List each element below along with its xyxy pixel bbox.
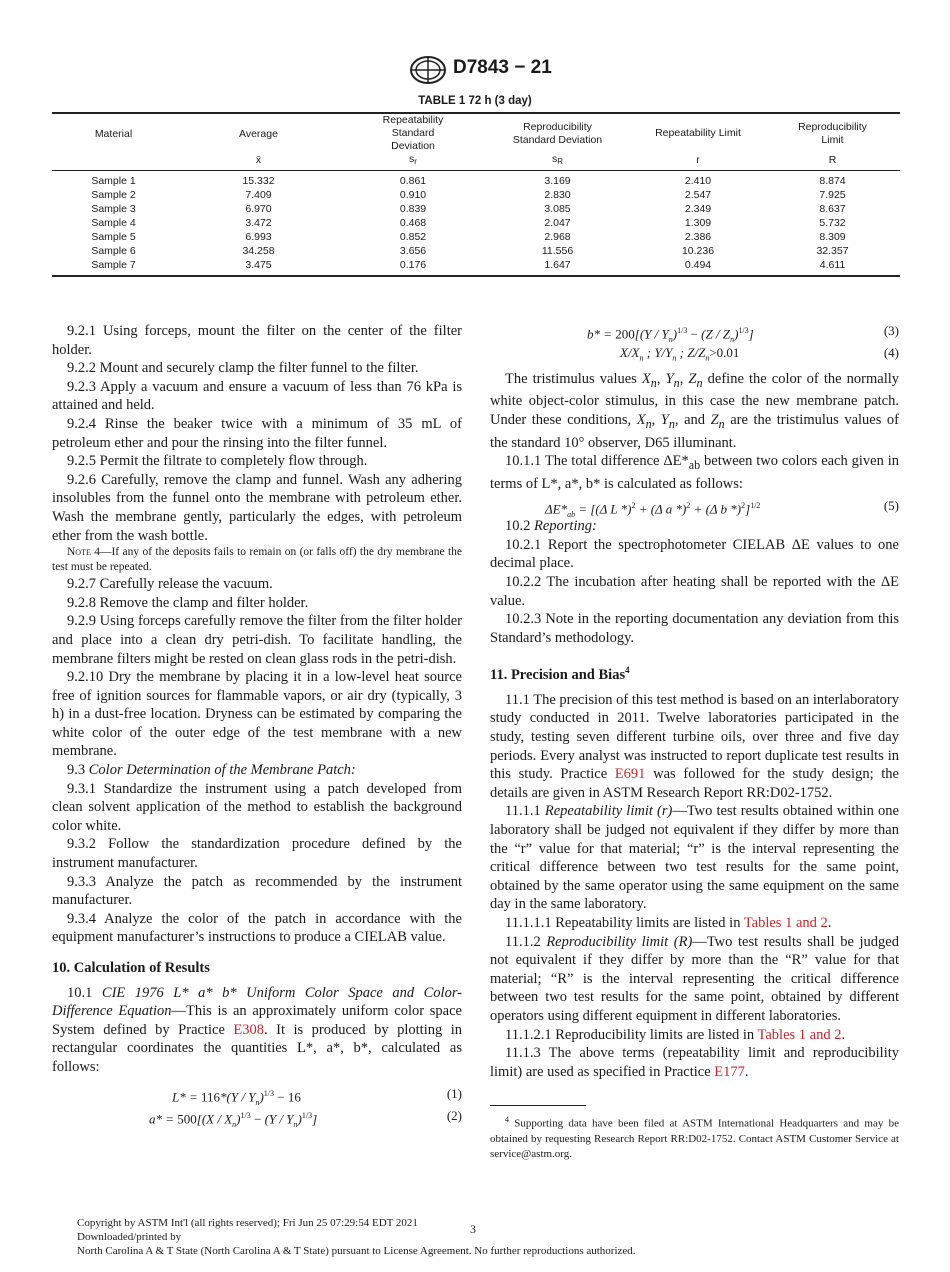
table-cell: 2.547: [684, 189, 712, 201]
table-cell: 2.349: [684, 203, 712, 215]
table-cell: Sample 2: [91, 189, 136, 201]
equation-2-number: (2): [446, 1107, 462, 1123]
para-11-1-1-1: 11.1.1.1 Repeatability limits are listed in Tables 1 and 2.: [505, 914, 832, 931]
table-cell: 0.861: [399, 175, 427, 187]
link-e691[interactable]: E691: [614, 766, 646, 783]
link-e308[interactable]: E308: [233, 1021, 264, 1038]
table-cell: 0.494: [684, 259, 712, 271]
para-9-2-9: 9.2.9 Using forceps carefully remove the filter from the filter holder and place into a clean dry petri-dish. To facilitate handling, the membrane filters might be rested on clean glass rods in the petri-dish.: [52, 613, 462, 667]
table-cell: 1.647: [544, 259, 571, 271]
table-cell: 0.176: [399, 259, 427, 271]
table-cell: 2.386: [684, 231, 712, 243]
equation-1-number: (1): [446, 1085, 462, 1101]
table-cell: Sample 3: [91, 203, 136, 215]
table-row: [52, 188, 900, 202]
para-11-1: 11.1 The precision of this test method is based on an interlaboratory study conducted in 2011. Twelve laboratories participated in the study, testing seven different turbine oils, over three and five day periods. Every analyst was instructed to report duplicate test results in this study. Practice E691 was followed for the study design; the details are given in ASTM Research Report RR:D02-1752.: [490, 691, 899, 801]
table-row: [52, 230, 900, 244]
standard-designation: D7843 − 21: [453, 57, 552, 78]
table-cell: 7.925: [819, 189, 846, 201]
para-11-1-3: 11.1.3 The above terms (repeatability limit and reproducibility limit) are used as specified in Practice E177.: [490, 1045, 899, 1080]
table-cell: 34.258: [242, 245, 275, 257]
precision-table: [52, 112, 900, 277]
symbol-average: x̄: [175, 153, 342, 171]
table-row: [52, 216, 900, 230]
equation-4: $X/X_n$ ; $Y/Y_n$ ; $Z/Z_n>0.01$ (4): [620, 345, 899, 363]
equation-3: $b* = 200[(Y / Y_n)^{1/3} - (Z / Z_n)^{1/3}]$ (3): [587, 323, 899, 344]
para-9-3: 9.3 Color Determination of the Membrane Patch:: [67, 762, 356, 779]
footer-license: North Carolina A & T State (North Carolina A & T State) pursuant to License Agreement. No further reproductions authorized.: [77, 1245, 636, 1257]
para-11-1-2-1: 11.1.2.1 Reproducibility limits are listed in Tables 1 and 2.: [505, 1026, 846, 1043]
para-9-2-7: 9.2.7 Carefully release the vacuum.: [67, 576, 273, 593]
para-9-2-1: 9.2.1 Using forceps, mount the filter on the center of the filter holder.: [52, 323, 462, 358]
table-header-row: [52, 113, 900, 153]
table-cell: 4.611: [819, 259, 846, 271]
table-cell: 8.309: [819, 231, 846, 243]
table-cell: Sample 5: [91, 231, 136, 243]
page-footer: [77, 1216, 636, 1258]
table-cell: 6.970: [245, 203, 272, 215]
table-cell: Sample 7: [91, 259, 136, 271]
equation-4-number: (4): [883, 345, 899, 360]
equation-3-number: (3): [883, 323, 899, 338]
right-column: [490, 320, 899, 1162]
para-tristimulus: The tristimulus values $X_n$, $Y_n$, $Z_n$ define the color of the normally white object-color stimulus, in this case the new membrane patch. Under these conditions, $X_n$, $Y_n$, and $Z_n$ are the tristimulus values of the standard 10° observer, D65 illuminant.: [490, 371, 900, 451]
para-11-1-1: 11.1.1 Repeatability limit (r)—Two test results obtained within one laboratory shall be judged not equivalent if they differ by more than the “r” value for that material; “r” is the interval representing the critical difference between two test results for the same point, obtained by the same operator using the same equipment on the same day in the same laboratory.: [490, 803, 899, 913]
para-11-1-2: 11.1.2 Reproducibility limit (R)—Two test results shall be judged not equivalent if they differ by more than the “R” value for that material; “R” is the interval representing the critical difference between two test results for the same point, obtained by different operators using different equipment in different laboratories.: [490, 933, 899, 1024]
table-cell: 1.309: [684, 217, 712, 229]
para-9-2-2: 9.2.2 Mount and securely clamp the filter funnel to the filter.: [67, 360, 419, 377]
header-average: Average: [239, 128, 278, 140]
table-cell: 2.830: [544, 189, 571, 201]
para-9-2-5: 9.2.5 Permit the filtrate to completely flow through.: [67, 453, 368, 470]
footnote-divider: [490, 1105, 586, 1106]
table-cell: 0.910: [399, 189, 427, 201]
para-9-3-2: 9.3.2 Follow the standardization procedure defined by the instrument manufacturer.: [52, 836, 462, 872]
left-column: [52, 322, 462, 1127]
footer-copyright: Copyright by ASTM Int'l (all rights reserved); Fri Jun 25 07:29:54 EDT 2021: [77, 1217, 418, 1229]
para-9-3-1: 9.3.1 Standardize the instrument using a patch developed from clean solvent application of the method to establish the background color white.: [52, 780, 462, 834]
equation-1: $L* = 116*(Y / Y_n)^{1/3} - 16$ (1): [172, 1085, 462, 1107]
footnote-4: $^4$ Supporting data have been filed at ASTM International Headquarters and may be obtained by requesting Research Report RR:D02-1752. Contact ASTM Customer Service at service@astm.org.: [490, 1115, 899, 1160]
link-e177[interactable]: E177: [714, 1063, 745, 1080]
para-9-2-3: 9.2.3 Apply a vacuum and ensure a vacuum of less than 76 kPa is attained and held.: [52, 378, 462, 414]
note-4: Note 4—If any of the deposits fails to remain on (or falls off) the dry membrane the test must be repeated.: [52, 546, 462, 574]
table-cell: Sample 4: [91, 217, 136, 229]
section-11-heading: 11. Precision and Bias$^4$: [490, 665, 630, 684]
para-9-2-8: 9.2.8 Remove the clamp and filter holder.: [67, 594, 309, 611]
page-number: 3: [470, 1222, 476, 1236]
table-cell: 15.332: [242, 175, 275, 187]
para-9-3-3: 9.3.3 Analyze the patch as recommended by the instrument manufacturer.: [52, 873, 462, 909]
table-cell: 7.409: [245, 189, 272, 201]
footer-downloaded: Downloaded/printed by: [77, 1231, 182, 1243]
equation-2: $a* = 500[(X / X_n)^{1/3} - (Y / Y_n)^{1/3}]$ (2): [149, 1107, 462, 1129]
para-10-1-1: 10.1.1 The total difference $\Delta E*_{ab}$ between two colors each given in terms of L*, a*, b* is calculated as follows:: [490, 453, 900, 492]
header-reproducibility-sd: Reproducibility Standard Deviation: [512, 120, 603, 146]
table-row: [52, 258, 900, 276]
para-10-2-1: 10.2.1 Report the spectrophotometer CIELAB ΔE values to one decimal place.: [490, 536, 899, 572]
table-cell: 11.556: [541, 245, 574, 257]
table-row: [52, 202, 900, 216]
table-cell: 3.169: [544, 175, 571, 187]
para-10-2-2: 10.2.2 The incubation after heating shall be reported with the ΔE value.: [490, 574, 899, 609]
table-cell: 2.968: [544, 231, 571, 243]
para-9-2-10: 9.2.10 Dry the membrane by placing it in a low-level heat source free of ignition sources for flammable vapors, or air dry (typically, 3 h) in a dust-free location. Dryness can be estimated by comparing the white color of the outer edge of the test membrane with a new membrane.: [52, 669, 462, 760]
link-tables-1-2-reproducibility[interactable]: Tables 1 and 2: [757, 1026, 842, 1043]
symbol-sr: $s_r$: [342, 153, 484, 171]
table-cell: 5.732: [819, 217, 846, 229]
table-cell: 0.839: [399, 203, 427, 215]
symbol-sR: $s_R$: [484, 153, 631, 171]
para-9-3-4: 9.3.4 Analyze the color of the patch in accordance with the equipment manufacturer’s instructions to produce a CIELAB value.: [52, 910, 462, 946]
table-cell: 2.047: [544, 217, 571, 229]
table-title: TABLE 1 72 h (3 day): [418, 95, 532, 107]
table-row: [52, 171, 900, 189]
table-cell: 10.236: [681, 245, 715, 257]
table-cell: 3.472: [245, 217, 272, 229]
para-10-2: 10.2 Reporting:: [505, 518, 597, 535]
section-10-heading: 10. Calculation of Results: [52, 960, 210, 976]
table-cell: 3.085: [544, 203, 571, 215]
table-cell: 2.410: [684, 175, 712, 187]
para-9-2-6: 9.2.6 Carefully, remove the clamp and funnel. Wash any adhering insolubles from the funnel onto the membrane with petroleum ether. Wash the membrane gently, particularly the edges, with petroleum ether from the wash bottle.: [52, 471, 462, 544]
para-9-2-4: 9.2.4 Rinse the beaker twice with a minimum of 35 mL of petroleum ether and pour the rinsing into the filter funnel.: [52, 415, 462, 451]
table-cell: 32.357: [816, 245, 849, 257]
table-cell: 8.874: [819, 175, 846, 187]
table-cell: 3.475: [245, 259, 272, 271]
para-10-1: 10.1 CIE 1976 L* a* b* Uniform Color Space and Color-Difference Equation—This is an approximately uniform color space System defined by Practice E308. It is produced by plotting in rectangular coordinates the quantities L*, a*, b*, calculated as follows:: [52, 984, 463, 1075]
header-material: Material: [94, 128, 133, 140]
table-cell: Sample 6: [91, 245, 136, 257]
para-10-2-3: 10.2.3 Note in the reporting documentation any deviation from this Standard’s methodology.: [490, 611, 899, 646]
symbol-r: r: [631, 153, 765, 171]
table-body: [52, 171, 900, 277]
table-symbol-row: [52, 153, 900, 171]
page-header: [0, 55, 950, 85]
table-cell: 0.468: [399, 217, 427, 229]
table-cell: 0.852: [399, 231, 427, 243]
header-repeatability-sd: Repeatability Standard Deviation: [382, 114, 444, 152]
astm-logo-icon: [409, 55, 447, 85]
header-reproducibility-limit: Reproducibility Limit: [798, 120, 867, 146]
table-cell: Sample 1: [91, 175, 136, 187]
table-cell: 3.656: [399, 245, 427, 257]
table-cell: 6.993: [245, 231, 272, 243]
note-label: Note: [67, 546, 91, 559]
table-cell: 8.637: [819, 203, 846, 215]
symbol-R: R: [765, 153, 900, 171]
equation-5: $\Delta E*_{ab} = [(\Delta$ L *)$^2$ + (Δ a *)$^2$ + (Δ b *)$^2$]$^{1/2}$ (5): [545, 498, 899, 520]
header-repeatability-limit: Repeatability Limit: [655, 127, 741, 139]
equation-5-number: (5): [883, 498, 899, 514]
table-row: [52, 244, 900, 258]
link-tables-1-2-repeatability[interactable]: Tables 1 and 2: [743, 914, 828, 931]
